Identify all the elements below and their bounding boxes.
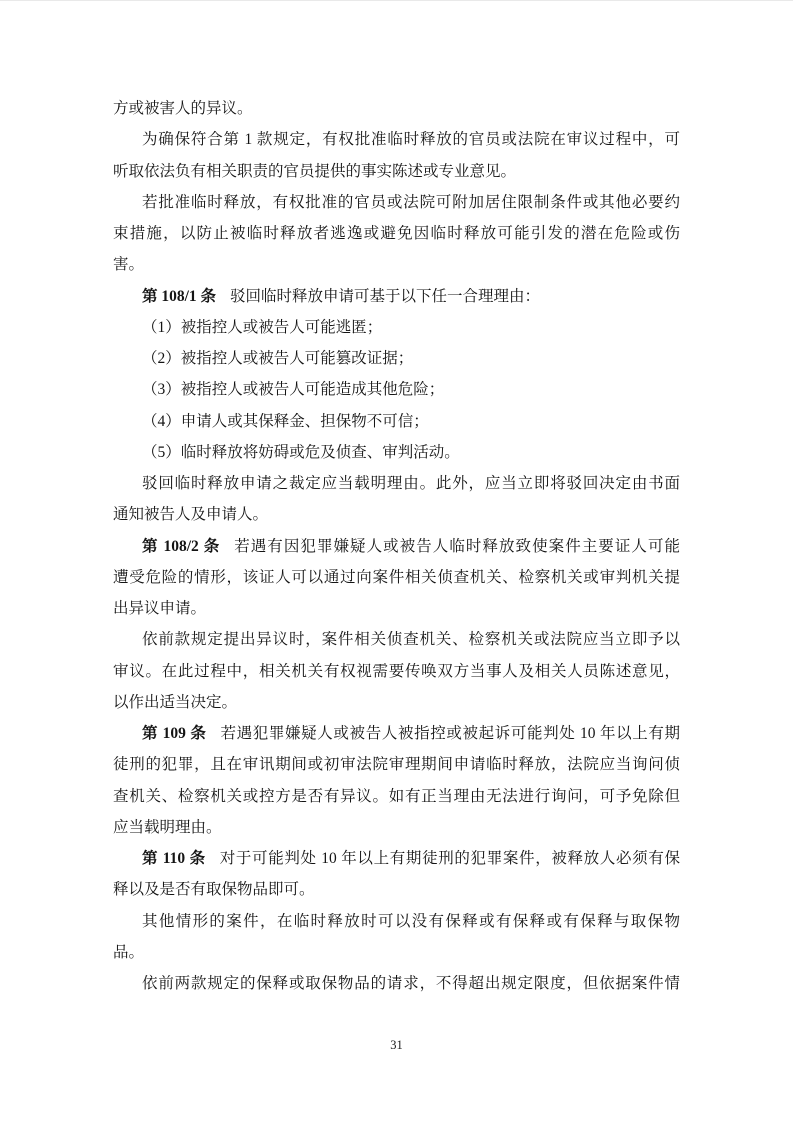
text-line: 为确保符合第 1 款规定，有权批准临时释放的官员或法院在审议过程中，可 <box>142 131 680 149</box>
text-line: 释以及是否有取保物品即可。 <box>113 881 315 899</box>
text-line: 查机关、检察机关或控方是否有异议。如有正当理由无法进行询问，可予免除但 <box>113 787 680 805</box>
text-line: （2）被指控人或被告人可能篡改证据； <box>142 350 414 367</box>
article-lead-line <box>113 718 680 749</box>
list-item <box>113 374 680 405</box>
text-line: 听取依法负有相关职责的官员提供的事实陈述或专业意见。 <box>113 162 517 180</box>
article-text: 若遇犯罪嫌疑人或被告人被指控或被起诉可能判处 10 年以上有期 <box>220 725 680 742</box>
paragraph <box>113 968 680 999</box>
paragraph <box>113 468 680 531</box>
text-line: 通知被告人及申请人。 <box>113 506 269 524</box>
list-item <box>113 312 680 343</box>
article-lead-line <box>113 843 680 874</box>
text-line: （4）申请人或其保释金、担保物不可信； <box>142 412 429 430</box>
text-line: 依前款规定提出异议时，案件相关侦查机关、检察机关或法院应当立即予以 <box>142 631 680 649</box>
text-line: （5）临时释放将妨碍或危及侦查、审判活动。 <box>142 443 460 461</box>
paragraph <box>113 187 680 281</box>
text-line: 品。 <box>113 943 145 961</box>
text-line: 束措施，以防止被临时释放者逃逸或避免因临时释放可能引发的潜在危险或伤 <box>113 225 680 242</box>
text-line: 若批准临时释放，有权批准的官员或法院可附加居住限制条件或其他必要约 <box>142 193 680 211</box>
paragraph-article-108-2 <box>113 531 680 625</box>
text-line: 遭受危险的情形，该证人可以通过向案件相关侦查机关、检察机关或审判机关提 <box>113 568 680 586</box>
article-number: 第 108/2 条 <box>142 537 221 555</box>
text-line: 徒刑的犯罪，且在审讯期间或初审法院审理期间申请临时释放，法院应当询问侦 <box>113 756 680 774</box>
text-line: （1）被指控人或被告人可能逃匿； <box>142 318 383 336</box>
text-line: 以作出适当决定。 <box>113 693 238 711</box>
article-lead-line <box>113 281 680 312</box>
article-number: 第 110 条 <box>142 850 206 867</box>
paragraph <box>113 624 680 718</box>
paragraph-article-108-1 <box>113 281 680 312</box>
page-number: 31 <box>390 1038 403 1052</box>
text-line: 方或被害人的异议。 <box>113 100 253 117</box>
paragraph <box>113 906 680 969</box>
text-line: 依前两款规定的保释或取保物品的请求，不得超出规定限度，但依据案件情 <box>142 975 680 992</box>
article-text: 若遇有因犯罪嫌疑人或被告人临时释放致使案件主要证人可能 <box>234 537 680 555</box>
text-line: 出异议申请。 <box>113 600 207 617</box>
paragraph-article-110 <box>113 843 680 906</box>
paragraph <box>113 93 680 124</box>
text-line: 其他情形的案件，在临时释放时可以没有保释或有保释或有保释与取保物 <box>142 912 680 930</box>
list-item <box>113 406 680 437</box>
article-text: 对于可能判处 10 年以上有期徒刑的犯罪案件，被释放人必须有保 <box>219 850 680 867</box>
article-number: 第 108/1 条 <box>142 287 217 305</box>
paragraph <box>113 124 680 187</box>
text-line: 应当载明理由。 <box>113 818 222 836</box>
article-text: 驳回临时释放申请可基于以下任一合理理由： <box>230 287 541 305</box>
text-line: 驳回临时释放申请之裁定应当载明理由。此外，应当立即将驳回决定由书面 <box>142 475 680 492</box>
list-item <box>113 437 680 468</box>
text-line: （3）被指控人或被告人可能造成其他危险； <box>142 381 445 399</box>
text-line: 害。 <box>113 256 145 274</box>
article-number: 第 109 条 <box>142 725 207 742</box>
page-body <box>113 93 680 999</box>
article-lead-line <box>113 531 680 562</box>
text-line: 审议。在此过程中，相关机关有权视需要传唤双方当事人及相关人员陈述意见， <box>113 662 680 680</box>
list-item <box>113 343 680 374</box>
paragraph-article-109 <box>113 718 680 843</box>
